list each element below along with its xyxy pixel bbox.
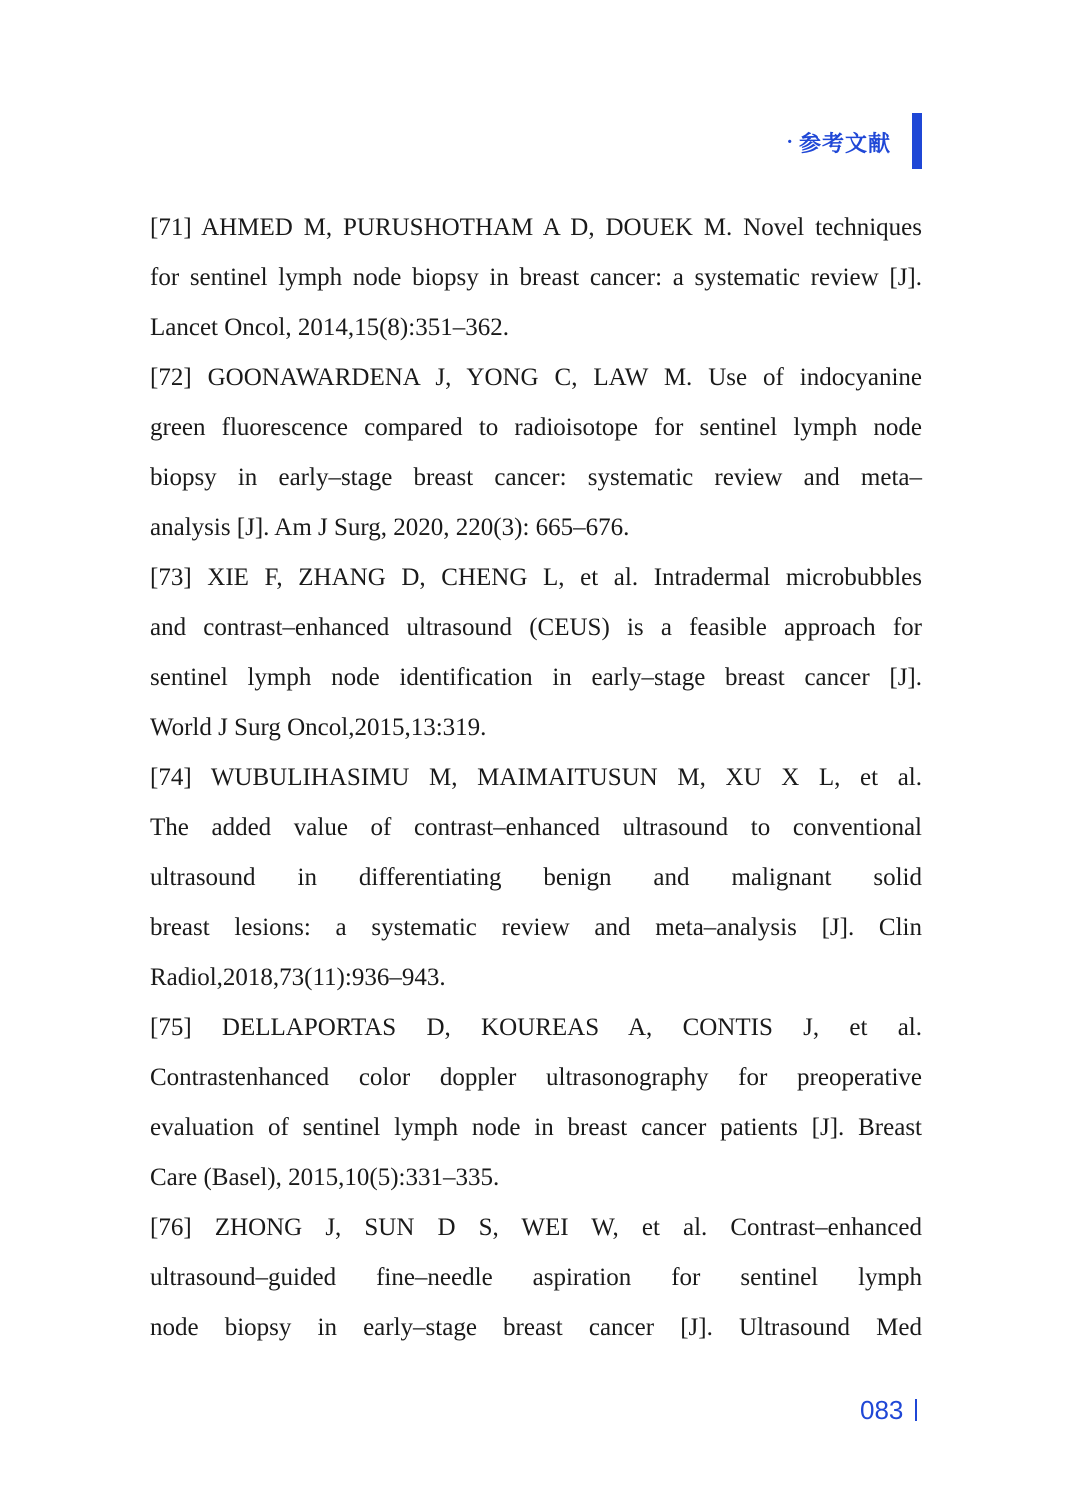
reference-text-line: World J Surg Oncol,2015,13:319. xyxy=(150,714,487,741)
page-number-divider xyxy=(915,1399,917,1421)
reference-text-line: sentinel lymph node identification in early–stage breast cancer [J]. xyxy=(150,664,922,691)
header-bullet: · xyxy=(786,130,793,153)
reference-text-line: node biopsy in early–stage breast cancer [J]. Ultrasound Med xyxy=(150,1314,922,1341)
section-title: 参考文献 xyxy=(798,131,891,157)
reference-text-line: Contrastenhanced color doppler ultrasonography for preoperative xyxy=(150,1064,922,1091)
reference-text-line: The added value of contrast–enhanced ultrasound to conventional xyxy=(150,814,922,841)
page-number: 083 xyxy=(860,1394,904,1425)
reference-text-line: [76] ZHONG J, SUN D S, WEI W, et al. Contrast–enhanced xyxy=(150,1214,922,1241)
reference-text-line: analysis [J]. Am J Surg, 2020, 220(3): 665–676. xyxy=(150,514,630,541)
reference-text-line: breast lesions: a systematic review and meta–analysis [J]. Clin xyxy=(150,914,922,941)
reference-text-line: [74] WUBULIHASIMU M, MAIMAITUSUN M, XU X L, et al. xyxy=(150,764,922,791)
reference-text-line: Radiol,2018,73(11):936–943. xyxy=(150,964,446,991)
reference-text-line: Lancet Oncol, 2014,15(8):351–362. xyxy=(150,314,509,341)
reference-text-line: [72] GOONAWARDENA J, YONG C, LAW M. Use of indocyanine xyxy=(150,364,922,391)
reference-text-line: green fluorescence compared to radioisotope for sentinel lymph node xyxy=(150,414,922,441)
reference-text-line: ultrasound–guided fine–needle aspiration for sentinel lymph xyxy=(150,1264,922,1291)
reference-text-line: biopsy in early–stage breast cancer: systematic review and meta– xyxy=(150,464,922,491)
reference-text-line: [73] XIE F, ZHANG D, CHENG L, et al. Intradermal microbubbles xyxy=(150,564,922,591)
reference-text-line: ultrasound in differentiating benign and malignant solid xyxy=(150,864,922,891)
reference-text-line: and contrast–enhanced ultrasound (CEUS) is a feasible approach for xyxy=(150,614,922,641)
reference-text-line: evaluation of sentinel lymph node in breast cancer patients [J]. Breast xyxy=(150,1114,922,1141)
header-accent-bar xyxy=(912,113,922,169)
reference-text-line: for sentinel lymph node biopsy in breast cancer: a systematic review [J]. xyxy=(150,264,922,291)
page-footer xyxy=(860,1390,917,1430)
reference-list xyxy=(150,203,922,1353)
running-header xyxy=(786,118,903,166)
reference-text-line: Care (Basel), 2015,10(5):331–335. xyxy=(150,1164,500,1191)
reference-text-line: [75] DELLAPORTAS D, KOUREAS A, CONTIS J, et al. xyxy=(150,1014,922,1041)
reference-text-line: [71] AHMED M, PURUSHOTHAM A D, DOUEK M. Novel techniques xyxy=(150,214,922,241)
